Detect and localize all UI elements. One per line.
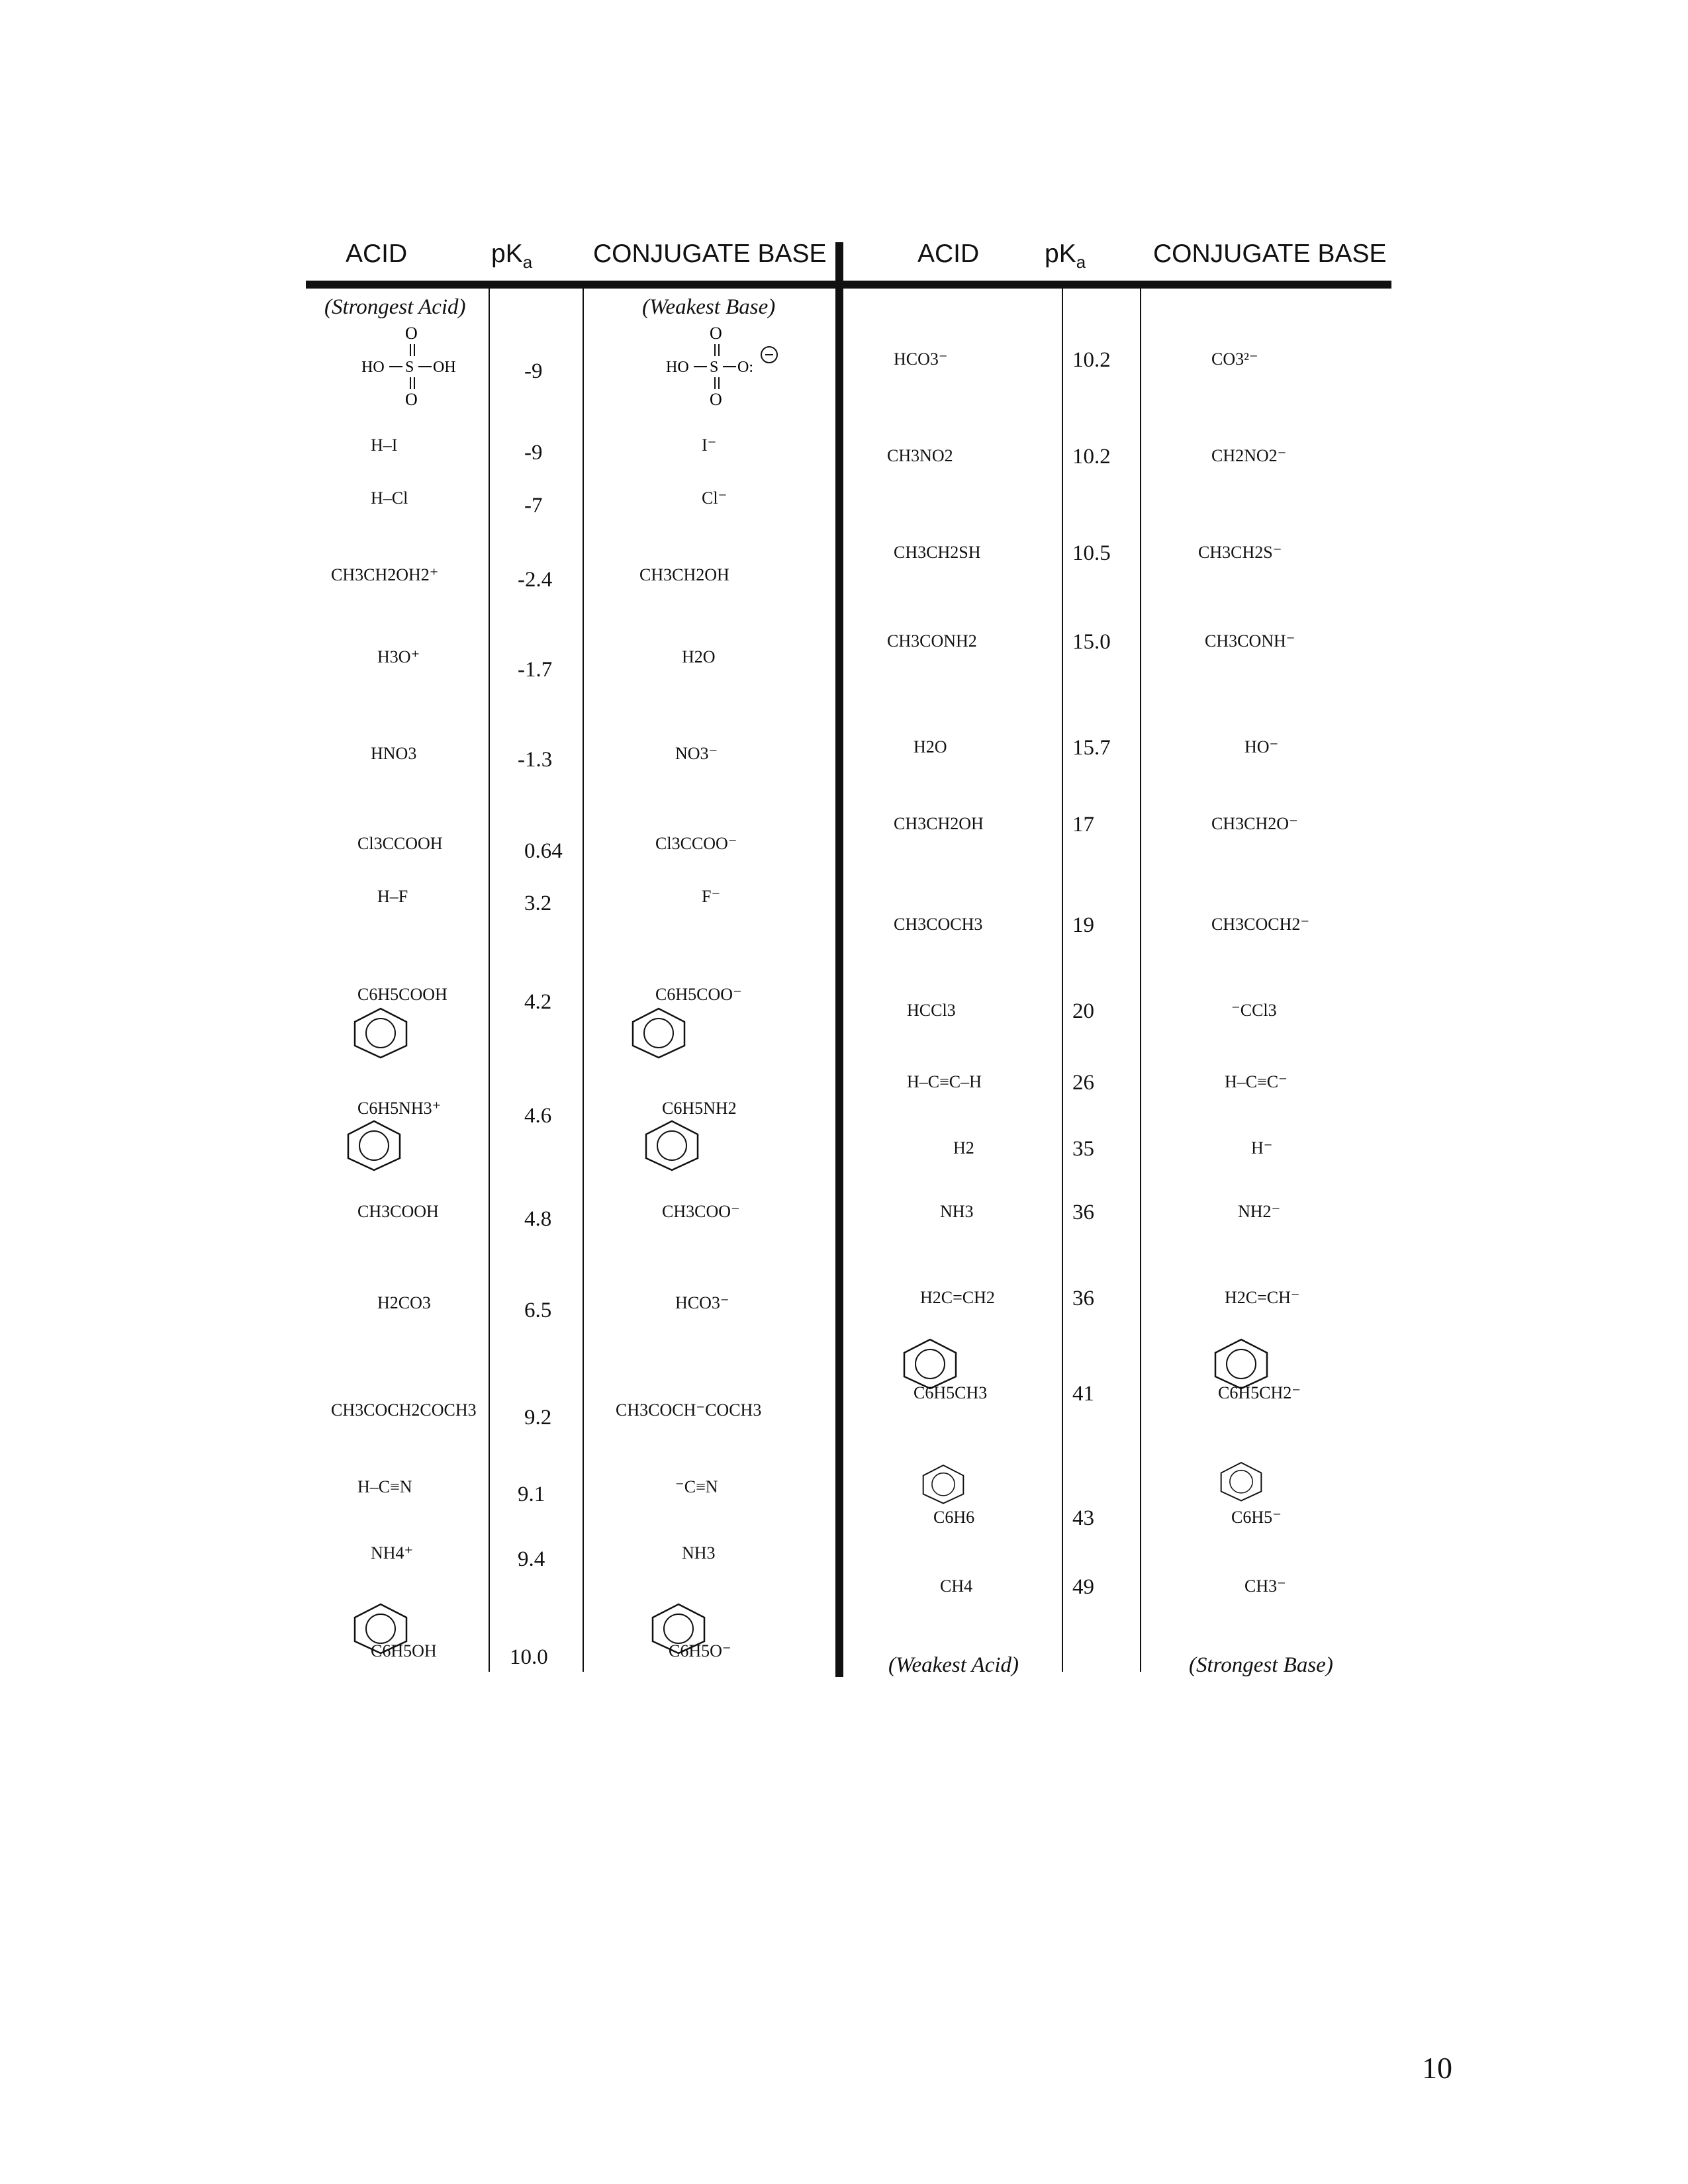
base-bicarbonate: HCO3⁻ [675, 1293, 729, 1312]
base-hydride: H⁻ [1251, 1138, 1273, 1158]
benzene-ring-icon [351, 1006, 410, 1059]
base-acetamide-anion: CH3CONH⁻ [1205, 631, 1295, 651]
acid-ethanethiol: CH3CH2SH [894, 543, 981, 562]
structure-h2so4 [357, 322, 477, 414]
pka-left-8: 4.2 [524, 990, 552, 1014]
svg-text:S: S [405, 359, 414, 376]
base-carbonate: CO3²⁻ [1211, 349, 1258, 369]
header-conjugate-base-left: CONJUGATE BASE [593, 240, 827, 268]
header-conjugate-base-right: CONJUGATE BASE [1153, 240, 1387, 268]
pka-left-2: -7 [524, 494, 543, 518]
base-fluoride: F⁻ [702, 887, 721, 906]
benzene-ring-icon [629, 1006, 688, 1059]
base-hydroxide: HO⁻ [1244, 737, 1279, 756]
base-phenoxide: C6H5O⁻ [669, 1641, 731, 1661]
benzene-ring-icon [920, 1463, 966, 1505]
acid-hcl: H–Cl [371, 488, 408, 508]
svg-text:O: O [405, 390, 418, 409]
base-trichloroacetate: Cl3CCOO⁻ [655, 834, 737, 853]
acid-hydronium: H3O⁺ [377, 647, 420, 666]
acid-ethanol: CH3CH2OH [894, 814, 984, 833]
pka-right-11: 36 [1072, 1287, 1094, 1310]
base-ethanol: CH3CH2OH [639, 565, 729, 584]
header-pka-left: $pK_a$ [491, 240, 533, 272]
acid-chloroform: HCCl3 [907, 1001, 956, 1020]
base-vinyl-anion: H2C=CH⁻ [1225, 1288, 1300, 1307]
acid-acetic: CH3COOH [357, 1202, 439, 1221]
pka-left-11: 6.5 [524, 1298, 552, 1322]
acid-carbonic: H2CO3 [377, 1293, 431, 1312]
acid-toluene: C6H5CH3 [914, 1383, 988, 1402]
pka-right-5: 17 [1072, 813, 1094, 837]
svg-text:O: O [405, 324, 418, 343]
pka-left-6: 0.64 [524, 839, 563, 863]
header-pka-right: $pK_a$ [1045, 240, 1086, 272]
base-iodide: I⁻ [702, 435, 717, 455]
base-methyl-anion: CH3⁻ [1244, 1576, 1286, 1596]
right-divider-2 [1140, 289, 1141, 1672]
center-divider [835, 242, 843, 1677]
pka-right-3: 15.0 [1072, 630, 1111, 654]
svg-text:O: O [710, 390, 722, 409]
pka-right-4: 15.7 [1072, 736, 1111, 760]
pka-left-1: -9 [524, 441, 543, 465]
acid-nitric: HNO3 [371, 744, 417, 763]
base-nitrate: NO3⁻ [675, 744, 718, 763]
strongest-base-label: (Strongest Base) [1189, 1653, 1333, 1677]
acid-ethyloxonium: CH3CH2OH2⁺ [331, 565, 439, 584]
acid-water: H2O [914, 737, 947, 756]
pka-left-4: -1.7 [518, 658, 553, 682]
pka-right-7: 20 [1072, 999, 1094, 1023]
benzene-ring-icon [1218, 1460, 1264, 1502]
structure-hso4-ion [662, 322, 788, 414]
header-acid-left: ACID [346, 240, 408, 268]
header-acid-right: ACID [917, 240, 980, 268]
pka-left-5: -1.3 [518, 748, 553, 772]
base-benzyl-anion: C6H5CH2⁻ [1218, 1383, 1301, 1402]
pka-left-15: 10.0 [510, 1645, 548, 1669]
benzene-ring-icon [344, 1118, 404, 1171]
acid-methane: CH4 [940, 1576, 973, 1596]
benzene-ring-icon [649, 1602, 708, 1655]
acid-hcn: H–C≡N [357, 1477, 412, 1496]
pka-left-12: 9.2 [524, 1406, 552, 1430]
header-rule [306, 281, 1391, 289]
acid-phenol: C6H5OH [371, 1641, 437, 1661]
benzene-ring-icon [642, 1118, 702, 1171]
benzene-ring-icon [1211, 1337, 1271, 1390]
pka-right-14: 49 [1072, 1575, 1094, 1599]
pka-left-14: 9.4 [518, 1547, 545, 1571]
base-phenyl-anion: C6H5⁻ [1231, 1508, 1282, 1527]
pka-left-10: 4.8 [524, 1207, 552, 1231]
acid-ammonium: NH4⁺ [371, 1543, 414, 1563]
acid-nitromethane: CH3NO2 [887, 446, 953, 465]
benzene-ring-icon [900, 1337, 960, 1390]
base-ethanethiolate: CH3CH2S⁻ [1198, 543, 1282, 562]
pka-right-1: 10.2 [1072, 445, 1111, 469]
pka-right-10: 36 [1072, 1201, 1094, 1224]
benzene-ring-icon [351, 1602, 410, 1655]
svg-text:HO: HO [666, 359, 689, 376]
svg-text:O: O [710, 324, 722, 343]
base-trichloromethanide: ⁻CCl3 [1231, 1001, 1277, 1020]
base-nitromethanide: CH2NO2⁻ [1211, 446, 1287, 465]
acid-benzoic: C6H5COOH [357, 985, 447, 1004]
acid-benzene: C6H6 [933, 1508, 975, 1527]
acid-acetamide: CH3CONH2 [887, 631, 977, 651]
page-number: 10 [1422, 2051, 1452, 2085]
acid-hi: H–I [371, 435, 398, 455]
base-acetylide: H–C≡C⁻ [1225, 1072, 1288, 1091]
acid-ethylene: H2C=CH2 [920, 1288, 995, 1307]
pka-right-2: 10.5 [1072, 541, 1111, 565]
acid-acetone: CH3COCH3 [894, 915, 983, 934]
base-benzoate: C6H5COO⁻ [655, 985, 742, 1004]
weakest-base-label: (Weakest Base) [642, 295, 776, 319]
acid-ammonia: NH3 [940, 1202, 974, 1221]
svg-text:HO: HO [361, 359, 385, 376]
pka-right-8: 26 [1072, 1071, 1094, 1095]
pka-right-12: 41 [1072, 1382, 1094, 1406]
base-cyanide: ⁻C≡N [675, 1477, 718, 1496]
pka-right-13: 43 [1072, 1506, 1094, 1530]
acid-trichloroacetic: Cl3CCOOH [357, 834, 443, 853]
base-aniline: C6H5NH2 [662, 1099, 737, 1118]
right-divider-1 [1062, 289, 1063, 1672]
pka-left-0: -9 [524, 359, 543, 383]
base-acetylacetonate: CH3COCH⁻COCH3 [616, 1400, 762, 1420]
acid-bicarbonate: HCO3⁻ [894, 349, 948, 369]
pka-right-9: 35 [1072, 1137, 1094, 1161]
base-enolate: CH3COCH2⁻ [1211, 915, 1310, 934]
svg-text:S: S [710, 359, 719, 376]
svg-text:OH: OH [433, 359, 456, 376]
base-ethoxide: CH3CH2O⁻ [1211, 814, 1298, 833]
pka-left-3: -2.4 [518, 568, 553, 592]
pka-left-9: 4.6 [524, 1104, 552, 1128]
acid-hf: H–F [377, 887, 408, 906]
pka-right-6: 19 [1072, 913, 1094, 937]
base-chloride: Cl⁻ [702, 488, 727, 508]
acid-acetylene: H–C≡C–H [907, 1072, 982, 1091]
pka-left-7: 3.2 [524, 891, 552, 915]
svg-text:O:: O: [737, 359, 753, 376]
acid-acetylacetone: CH3COCH2COCH3 [331, 1400, 477, 1420]
base-amide: NH2⁻ [1238, 1202, 1281, 1221]
base-ammonia: NH3 [682, 1543, 716, 1563]
pka-left-13: 9.1 [518, 1482, 545, 1506]
base-water: H2O [682, 647, 716, 666]
left-divider-2 [583, 289, 584, 1672]
base-acetate: CH3COO⁻ [662, 1202, 740, 1221]
left-divider-1 [489, 289, 490, 1672]
acid-hydrogen: H2 [953, 1138, 974, 1158]
pka-right-0: 10.2 [1072, 348, 1111, 372]
acid-anilinium: C6H5NH3⁺ [357, 1099, 442, 1118]
weakest-acid-label: (Weakest Acid) [888, 1653, 1019, 1677]
strongest-acid-label: (Strongest Acid) [324, 295, 466, 319]
